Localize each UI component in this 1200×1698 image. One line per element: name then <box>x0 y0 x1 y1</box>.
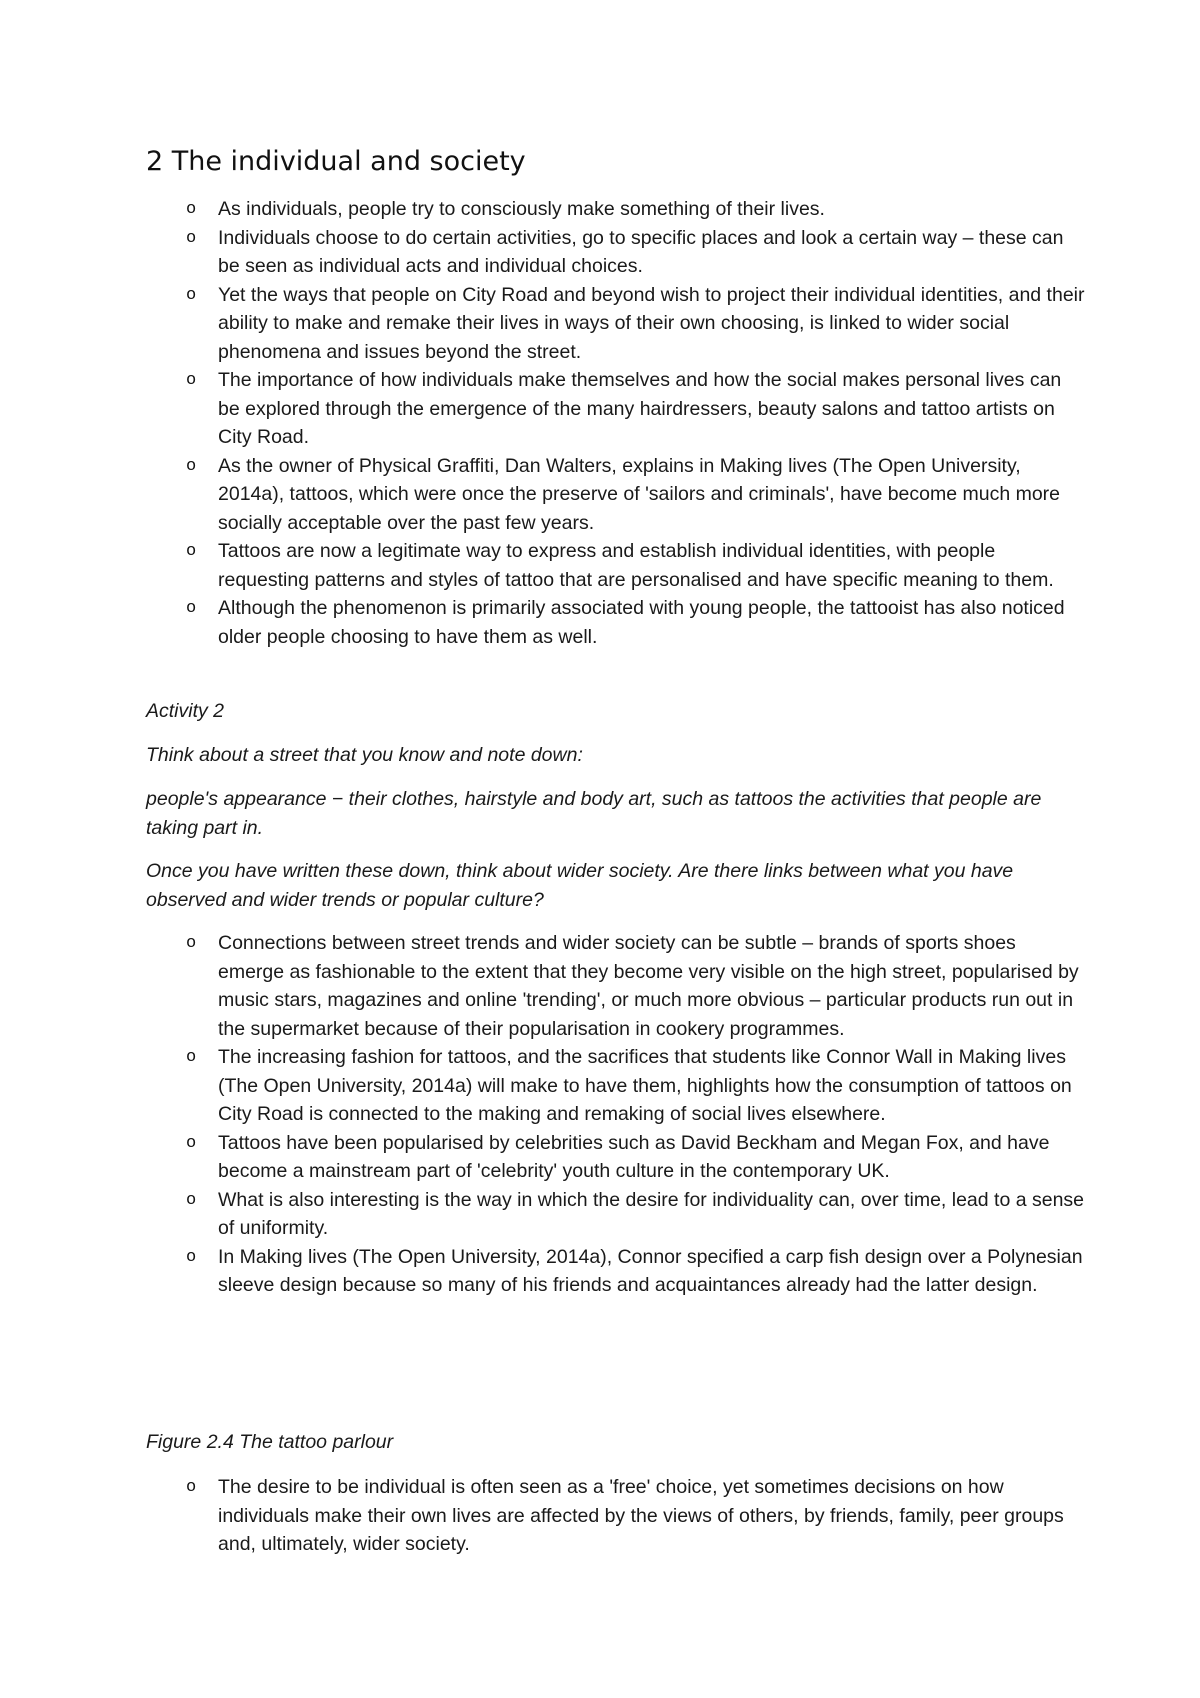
list-item <box>146 452 1086 538</box>
list-item-text: Individuals choose to do certain activities, go to specific places and look a certain way – these can be seen as individual acts and individual choices. <box>218 226 1064 277</box>
list-item <box>146 1043 1086 1129</box>
bullet-list-choice <box>146 1473 1086 1559</box>
bullet-icon: o <box>186 200 197 219</box>
list-item-text: What is also interesting is the way in which the desire for individuality can, over time, lead to a sense of uniformity. <box>218 1188 1085 1239</box>
bullet-icon: o <box>186 228 197 248</box>
list-item <box>146 594 1086 651</box>
list-item <box>146 366 1086 452</box>
bullet-icon: o <box>186 542 197 561</box>
list-item-text: In Making lives (The Open University, 2014a), Connor specified a carp fish design over a Polynesian sleeve design because so many of his friends and acquaintances already had the latter design. <box>218 1245 1083 1296</box>
list-item-text: The importance of how individuals make themselves and how the social makes personal lives can be explored through the emergence of the many hairdressers, beauty salons and tattoo artists on City Road. <box>218 369 1062 448</box>
list-item <box>146 281 1086 367</box>
list-item <box>146 195 1086 224</box>
bullet-icon: o <box>186 599 197 618</box>
list-item-text: Tattoos are now a legitimate way to express and establish individual identities, with people requesting patterns and styles of tattoo that are personalised and have specific meaning to them. <box>218 540 1054 591</box>
list-item-text: As individuals, people try to consciously make something of their lives. <box>218 198 825 220</box>
list-item <box>146 1243 1086 1300</box>
bullet-icon: o <box>186 1048 197 1067</box>
bullet-icon: o <box>186 1133 197 1153</box>
bullet-icon: o <box>186 456 197 476</box>
list-item <box>146 1473 1086 1559</box>
bullet-icon: o <box>186 285 197 305</box>
list-item-text: The desire to be individual is often seen as a 'free' choice, yet sometimes decisions on how individuals make their own lives are affected by the views of others, by friends, family, peer groups and, ultimately, wider society. <box>218 1476 1064 1555</box>
activity-intro: Think about a street that you know and note down: <box>146 744 583 766</box>
bullet-icon: o <box>186 1247 197 1267</box>
list-item <box>146 537 1086 594</box>
list-item <box>146 929 1086 1043</box>
section-heading: 2 The individual and society <box>146 146 526 177</box>
list-item-text: The increasing fashion for tattoos, and the sacrifices that students like Connor Wall in Making lives (The Open University, 2014a) will make to have them, highlights how the consumption of tattoos on City Road is connected to the making and remaking of social lives elsewhere. <box>218 1046 1072 1125</box>
bullet-icon: o <box>186 934 197 953</box>
list-item-text: Although the phenomenon is primarily associated with young people, the tattooist has also noticed older people choosing to have them as well. <box>218 597 1065 648</box>
list-item-text: Tattoos have been popularised by celebrities such as David Beckham and Megan Fox, and have become a mainstream part of 'celebrity' youth culture in the contemporary UK. <box>218 1131 1050 1182</box>
list-item <box>146 224 1086 281</box>
activity-prompt: people's appearance − their clothes, hairstyle and body art, such as tattoos the activities that people are taking part in. <box>146 788 1042 839</box>
list-item <box>146 1186 1086 1243</box>
figure-caption: Figure 2.4 The tattoo parlour <box>146 1431 394 1453</box>
activity-question: Once you have written these down, think about wider society. Are there links between what you have observed and wider trends or popular culture? <box>146 860 1014 911</box>
activity-title: Activity 2 <box>146 700 225 722</box>
list-item-text: As the owner of Physical Graffiti, Dan Walters, explains in Making lives (The Open University, 2014a), tattoos, which were once the preserve of 'sailors and criminals', have become much more socially acceptable over the past few years. <box>218 454 1061 534</box>
list-item-text: Yet the ways that people on City Road and beyond wish to project their individual identities, and their ability to make and remake their lives in ways of their own choosing, is linked to wider social phenomena and issues beyond the street. <box>218 283 1085 363</box>
bullet-icon: o <box>186 1190 197 1210</box>
bullet-icon: o <box>186 1478 197 1497</box>
bullet-icon: o <box>186 371 197 390</box>
list-item-text: Connections between street trends and wider society can be subtle – brands of sports shoes emerge as fashionable to the extent that they become very visible on the high street, popularised by music stars, magazines and online 'trending', or much more obvious – particular products run out in the supermarket because of their popularisation in cookery programmes. <box>218 932 1079 1040</box>
bullet-list-connections <box>146 929 1086 1300</box>
bullet-list-intro <box>146 195 1086 651</box>
list-item <box>146 1129 1086 1186</box>
